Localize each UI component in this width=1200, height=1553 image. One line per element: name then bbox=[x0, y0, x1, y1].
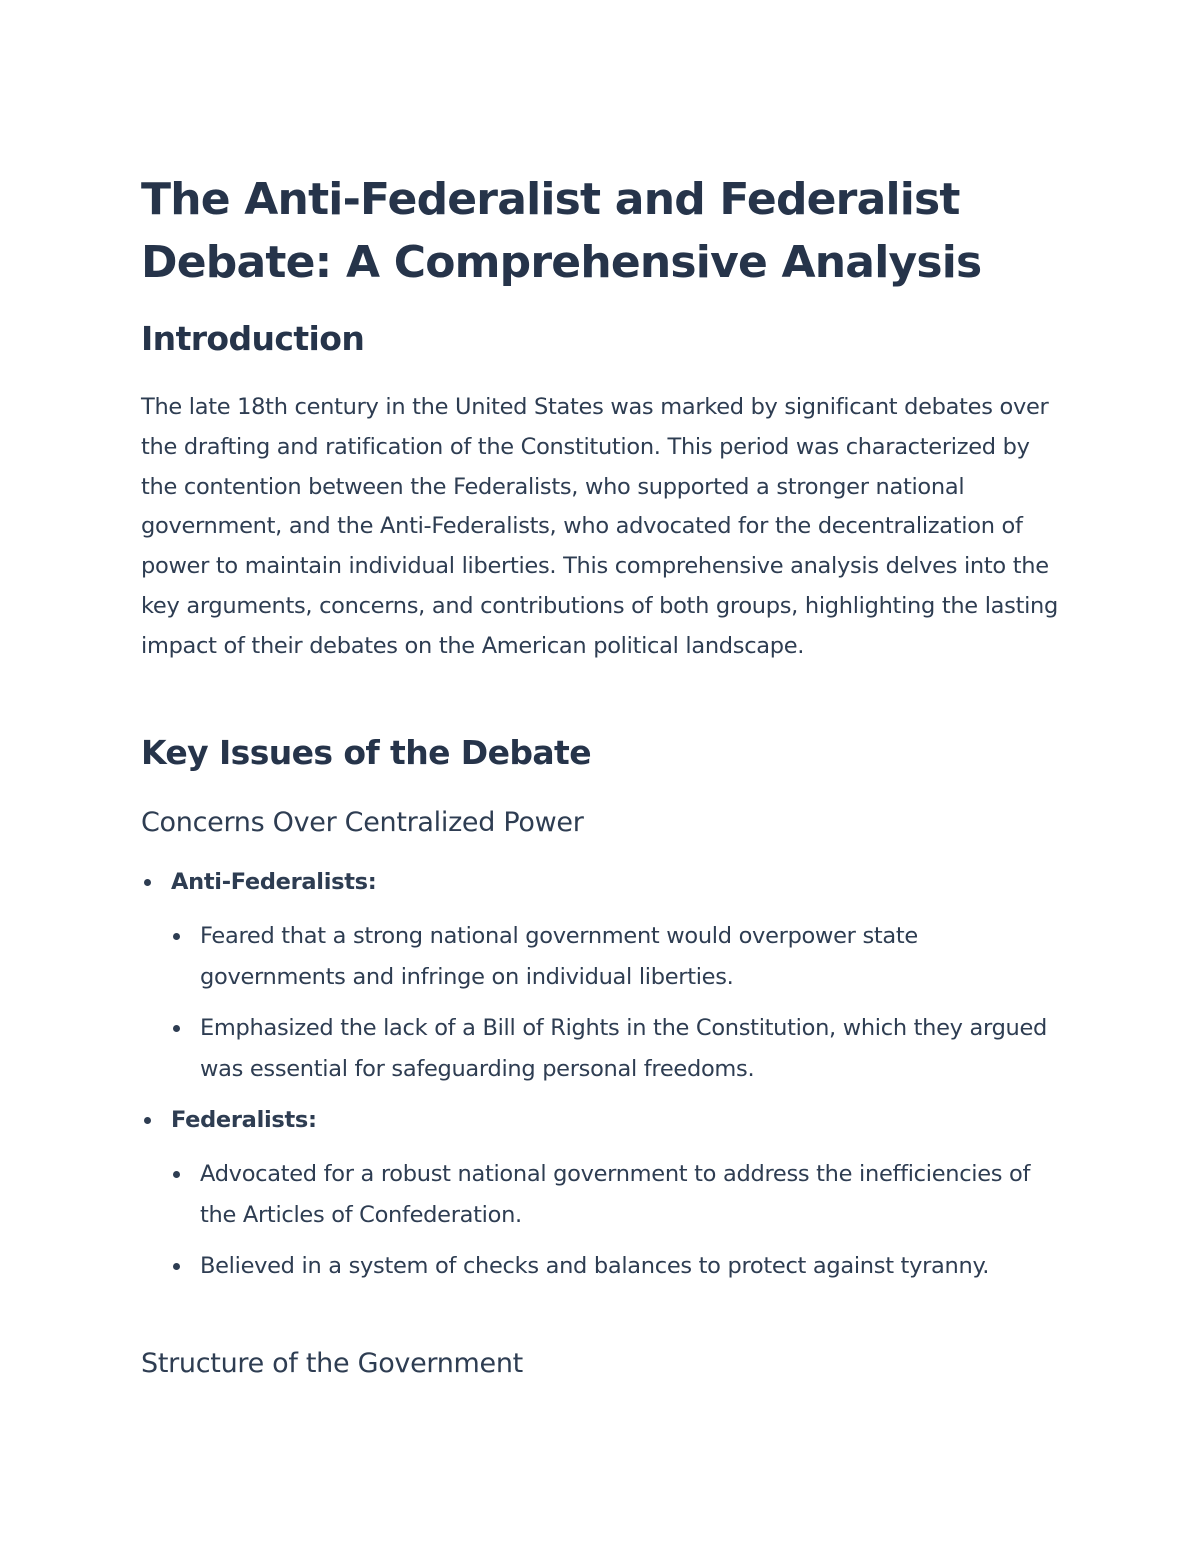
list-item-text: Advocated for a robust national government to address the inefficiencies of the Articles of Confederation. bbox=[200, 1161, 1031, 1228]
bullet-icon bbox=[173, 1025, 180, 1032]
list-item-anti-federalists bbox=[171, 862, 1071, 903]
bullet-icon bbox=[144, 879, 151, 886]
list-item-text: Feared that a strong national government would overpower state governments and infringe on individual liberties. bbox=[200, 923, 918, 990]
section-heading-key-issues: Key Issues of the Debate bbox=[141, 733, 592, 772]
list-item-text: Believed in a system of checks and balances to protect against tyranny. bbox=[200, 1253, 990, 1279]
group-label: Federalists: bbox=[171, 1107, 317, 1133]
subsection-heading-government-structure: Structure of the Government bbox=[141, 1348, 523, 1379]
list-item bbox=[200, 1154, 1070, 1235]
section-heading-introduction: Introduction bbox=[141, 319, 365, 358]
bullet-icon bbox=[144, 1117, 151, 1124]
bullet-icon bbox=[173, 933, 180, 940]
document-title: The Anti-Federalist and Federalist Debate: A Comprehensive Analysis bbox=[141, 174, 982, 288]
bullet-icon bbox=[173, 1263, 180, 1270]
subsection-heading-centralized-power: Concerns Over Centralized Power bbox=[141, 807, 584, 838]
introduction-paragraph: The late 18th century in the United States was marked by significant debates over the drafting and ratification of the Constitution. This period was characterized by the contention between the Federalists, who supported a stronger national government, and the Anti-Federalists, who advocated for the decentralization of power to maintain individual liberties. This comprehensive analysis delves into the key arguments, concerns, and contributions of both groups, highlighting the lasting impact of their debates on the American political landscape. bbox=[141, 394, 1058, 659]
list-item bbox=[200, 1246, 1070, 1287]
list-item bbox=[200, 916, 1070, 997]
list-item-federalists bbox=[171, 1100, 1071, 1141]
bullet-icon bbox=[173, 1171, 180, 1178]
list-item-text: Emphasized the lack of a Bill of Rights in the Constitution, which they argued was essential for safeguarding personal freedoms. bbox=[200, 1015, 1048, 1082]
group-label: Anti-Federalists: bbox=[171, 869, 377, 895]
list-item bbox=[200, 1008, 1070, 1089]
